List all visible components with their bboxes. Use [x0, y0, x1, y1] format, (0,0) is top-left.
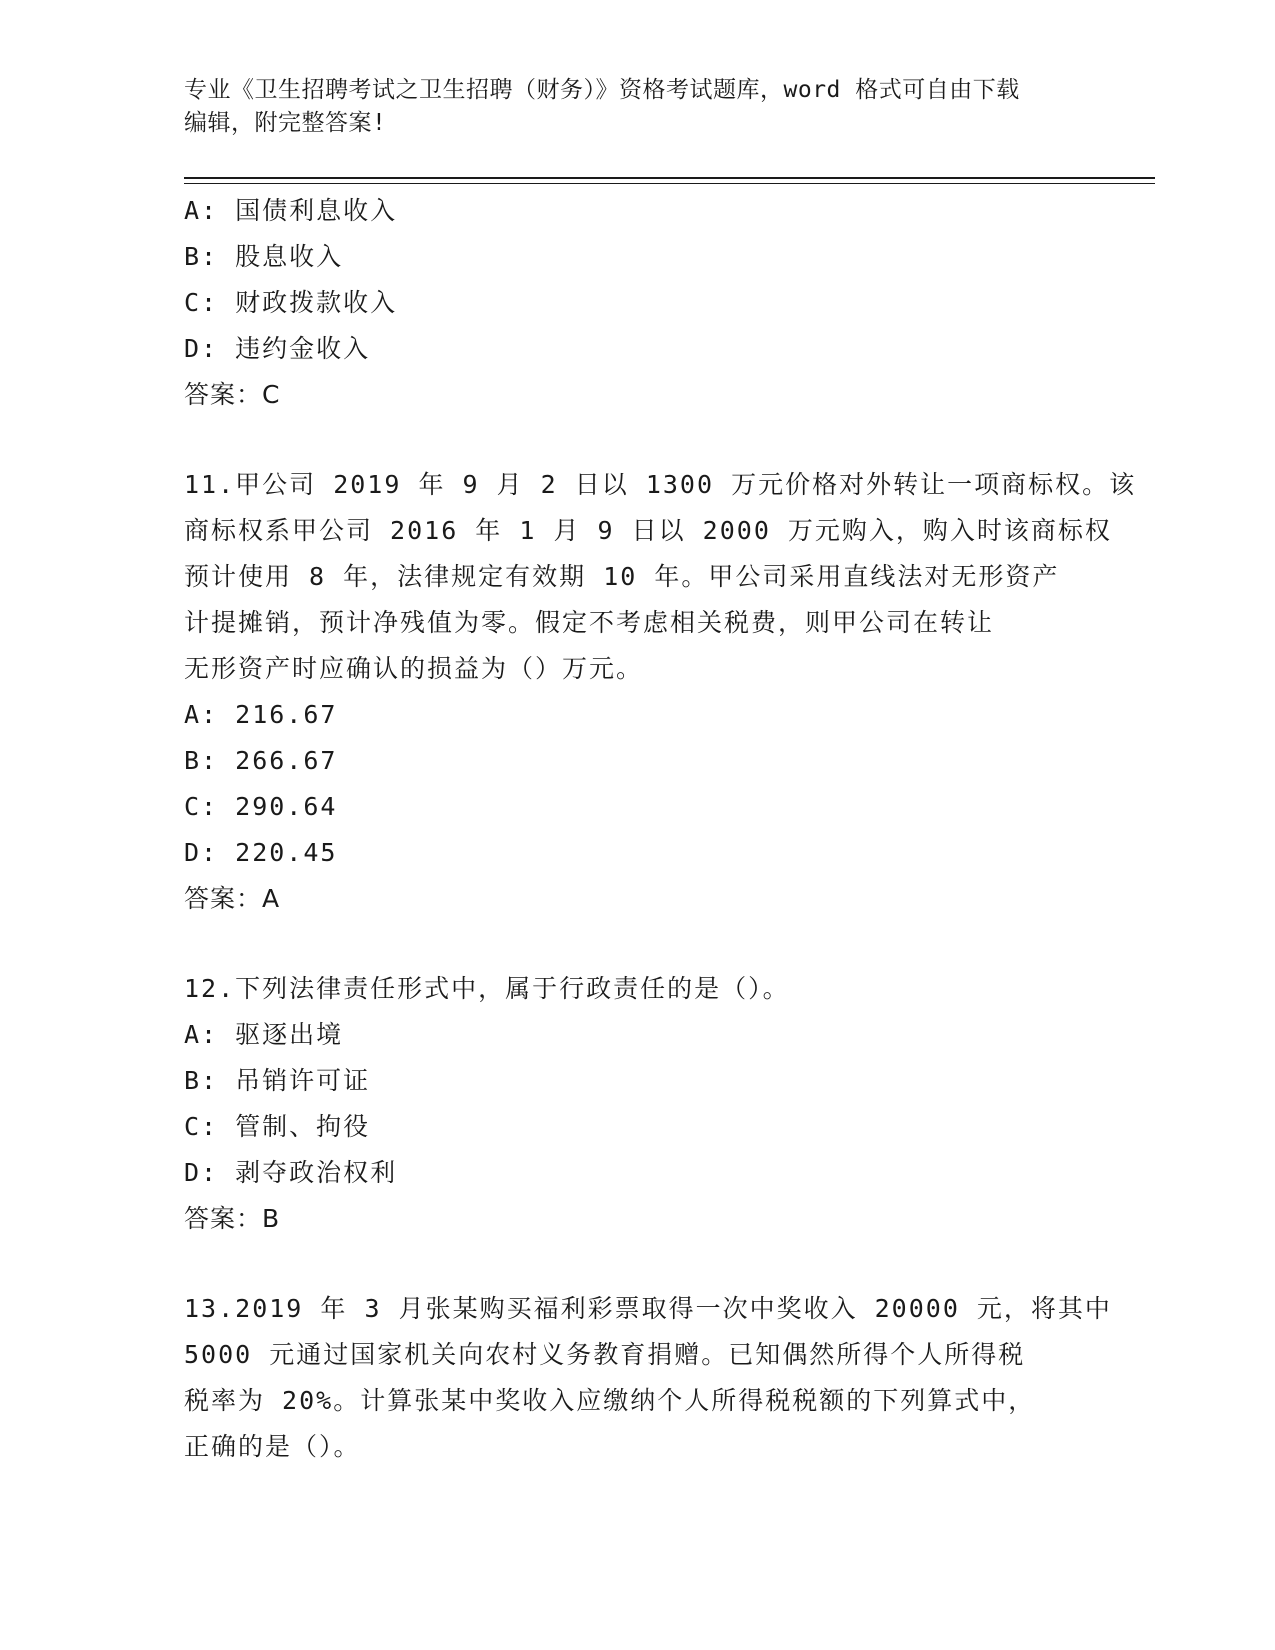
- option-b: B: 266.67: [184, 746, 338, 775]
- question-text-line: 12.下列法律责任形式中，属于行政责任的是（）。: [184, 974, 790, 1003]
- option-b: B: 吊销许可证: [184, 1066, 371, 1095]
- question-block-12: [184, 966, 1084, 1242]
- header-divider-thin: [184, 183, 1155, 184]
- question-text-line: 5000 元通过国家机关向农村义务教育捐赠。已知偶然所得个人所得税: [184, 1340, 1026, 1369]
- question-block-13: [184, 1286, 1112, 1470]
- question-block-11: [184, 462, 1137, 922]
- spacer: [184, 1242, 1084, 1286]
- answer-line: 答案：C: [184, 380, 281, 409]
- option-a: A: 国债利息收入: [184, 196, 398, 225]
- question-text-line: 11.甲公司 2019 年 9 月 2 日以 1300 万元价格对外转让一项商标权。该: [184, 470, 1137, 499]
- question-list: [184, 188, 1137, 1470]
- option-c: C: 管制、拘役: [184, 1112, 371, 1141]
- option-a: A: 驱逐出境: [184, 1020, 344, 1049]
- option-a: A: 216.67: [184, 700, 338, 729]
- option-d: D: 违约金收入: [184, 334, 371, 363]
- option-c: C: 财政拨款收入: [184, 288, 398, 317]
- question-block-prev: [184, 188, 1084, 418]
- header-line-2: 编辑，附完整答案!: [184, 110, 387, 136]
- question-text-line: 预计使用 8 年，法律规定有效期 10 年。甲公司采用直线法对无形资产: [184, 562, 1060, 591]
- question-text-line: 13.2019 年 3 月张某购买福利彩票取得一次中奖收入 20000 元，将其中: [184, 1294, 1112, 1323]
- header-divider-thick: [184, 177, 1155, 179]
- option-d: D: 剥夺政治权利: [184, 1158, 398, 1187]
- answer-line: 答案：A: [184, 884, 281, 913]
- question-text-line: 正确的是（）。: [184, 1432, 361, 1461]
- question-text-line: 计提摊销，预计净残值为零。假定不考虑相关税费，则甲公司在转让: [184, 608, 995, 637]
- answer-line: 答案：B: [184, 1204, 281, 1233]
- spacer: [184, 418, 1084, 462]
- question-text-line: 无形资产时应确认的损益为（）万元。: [184, 654, 644, 683]
- option-b: B: 股息收入: [184, 242, 344, 271]
- document-header: [184, 74, 1084, 140]
- question-text-line: 税率为 20%。计算张某中奖收入应缴纳个人所得税税额的下列算式中，: [184, 1386, 1036, 1415]
- spacer: [184, 922, 1084, 966]
- option-d: D: 220.45: [184, 838, 338, 867]
- header-line-1: 专业《卫生招聘考试之卫生招聘（财务）》资格考试题库，word 格式可自由下载: [184, 77, 1020, 103]
- question-text-line: 商标权系甲公司 2016 年 1 月 9 日以 2000 万元购入，购入时该商标权: [184, 516, 1112, 545]
- option-c: C: 290.64: [184, 792, 338, 821]
